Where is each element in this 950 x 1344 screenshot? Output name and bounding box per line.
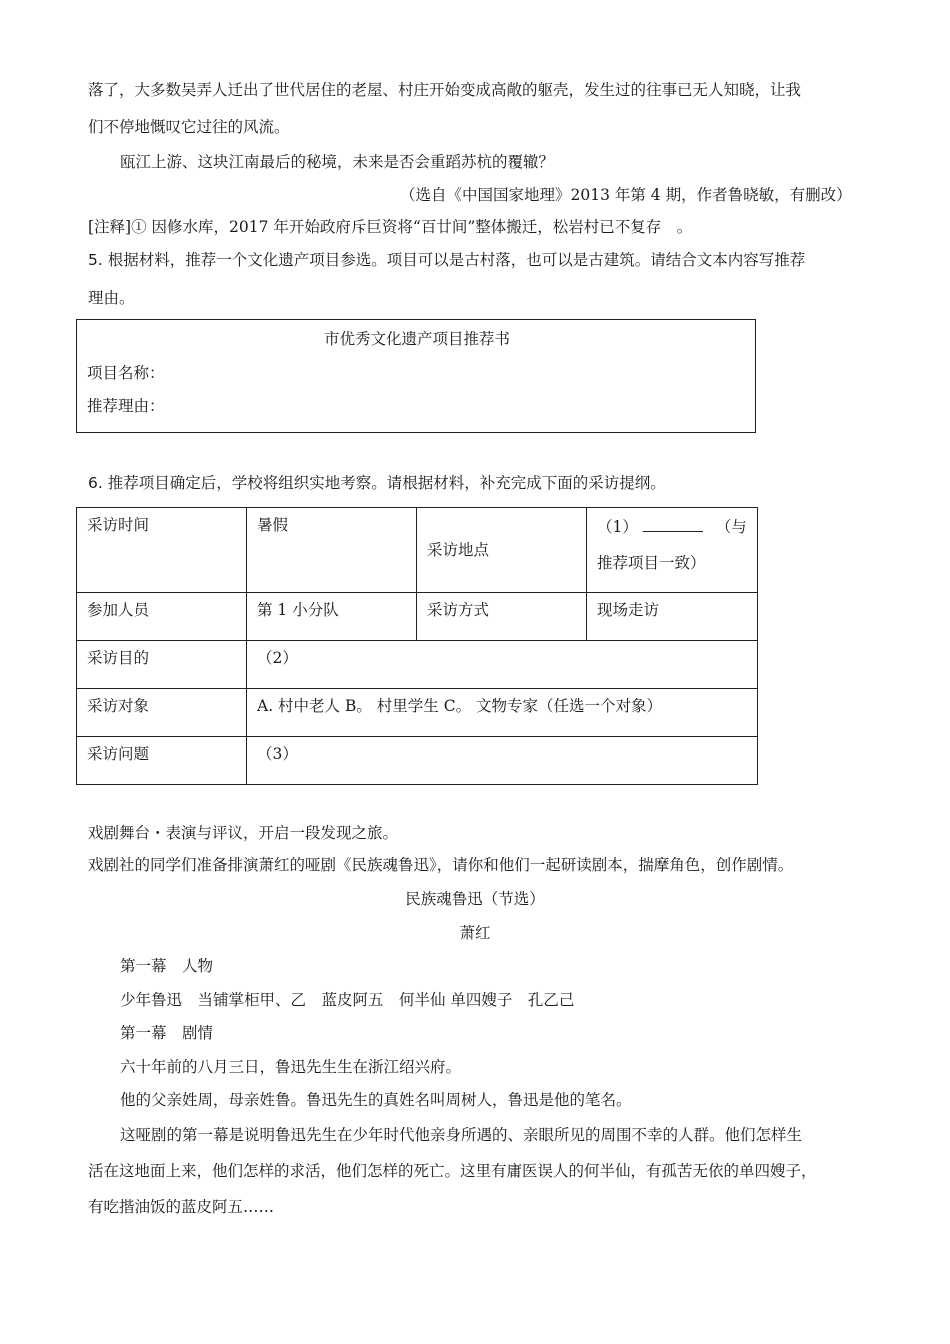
method-label: 采访方式	[417, 593, 587, 641]
members-value: 第 1 小分队	[247, 593, 417, 641]
table-row	[77, 641, 758, 689]
table-row	[77, 593, 758, 641]
purpose-value[interactable]: （2）	[247, 641, 758, 689]
place-prefix: （1）	[597, 518, 638, 536]
plot-line-1: 六十年前的八月三日，鲁迅先生生在浙江绍兴府。	[120, 1058, 462, 1076]
act-people-heading: 第一幕 人物	[120, 957, 214, 975]
question-label: 采访问题	[77, 737, 247, 785]
passage-line-1: 落了，大多数吴弄人迁出了世代居住的老屋、村庄开始变成高敞的躯壳，发生过的往事已无人知晓，让我	[88, 81, 802, 99]
method-value: 现场走访	[587, 593, 758, 641]
passage-line-3: 瓯江上游、这块江南最后的秘境，未来是否会重蹈苏杭的覆辙？	[120, 153, 555, 171]
place-line-2: 推荐项目一致）	[597, 554, 706, 572]
project-name-label: 项目名称：	[87, 364, 165, 382]
members-label: 参加人员	[77, 593, 247, 641]
plot-line-5: 有吃揩油饭的蓝皮阿五……	[88, 1198, 275, 1216]
target-value: A. 村中老人 B。 村里学生 C。 文物专家（任选一个对象）	[247, 689, 758, 737]
place-label: 采访地点	[417, 508, 587, 593]
passage-note: [注释]① 因修水库，2017 年开始政府斥巨资将“百廿间”整体搬迁，松岩村已不复存 。	[88, 218, 693, 236]
place-answer-blank[interactable]	[643, 517, 703, 532]
table-row	[77, 689, 758, 737]
question-6-intro: 6. 推荐项目确定后，学校将组织实地考察。请根据材料，补充完成下面的采访提纲。	[88, 474, 666, 492]
plot-line-2: 他的父亲姓周，母亲姓鲁。鲁迅先生的真姓名叫周树人，鲁迅是他的笔名。	[120, 1091, 632, 1109]
time-value: 暑假	[247, 508, 417, 593]
character-list: 少年鲁迅 当铺掌柜甲、乙 蓝皮阿五 何半仙 单四嫂子 孔乙己	[120, 991, 575, 1009]
passage-source: （选自《中国国家地理》2013 年第 4 期，作者鲁晓敏，有删改）	[400, 186, 852, 204]
reason-label: 推荐理由：	[87, 397, 165, 415]
drama-intro-1: 戏剧舞台・表演与评议，开启一段发现之旅。	[88, 824, 399, 842]
drama-intro-2: 戏剧社的同学们准备排演萧红的哑剧《民族魂鲁迅》，请你和他们一起研读剧本，揣摩角色，创作剧情。	[88, 856, 794, 874]
interview-outline-table	[76, 507, 758, 785]
script-author: 萧红	[459, 924, 491, 942]
question-value[interactable]: （3）	[247, 737, 758, 785]
question-5-line-1: 5. 根据材料，推荐一个文化遗产项目参选。项目可以是古村落，也可以是古建筑。请结合文本内容写推荐	[88, 251, 806, 269]
place-suffix: （与	[715, 518, 747, 536]
question-5-line-2: 理由。	[88, 289, 135, 307]
act-plot-heading: 第一幕 剧情	[120, 1024, 214, 1042]
purpose-label: 采访目的	[77, 641, 247, 689]
recommendation-form	[76, 319, 756, 433]
table-row	[77, 737, 758, 785]
table-row	[77, 508, 758, 593]
script-title: 民族魂鲁迅（节选）	[405, 890, 545, 908]
target-label: 采访对象	[77, 689, 247, 737]
form-title: 市优秀文化遗产项目推荐书	[323, 330, 510, 348]
plot-line-3: 这哑剧的第一幕是说明鲁迅先生在少年时代他亲身所遇的、亲眼所见的周围不幸的人群。他们怎样生	[120, 1126, 803, 1144]
plot-line-4: 活在这地面上来，他们怎样的求活，他们怎样的死亡。这里有庸医误人的何半仙，有孤苦无依的单四嫂子，	[88, 1162, 817, 1180]
time-label: 采访时间	[77, 508, 247, 593]
place-value	[587, 508, 758, 593]
passage-line-2: 们不停地慨叹它过往的风流。	[88, 118, 290, 136]
